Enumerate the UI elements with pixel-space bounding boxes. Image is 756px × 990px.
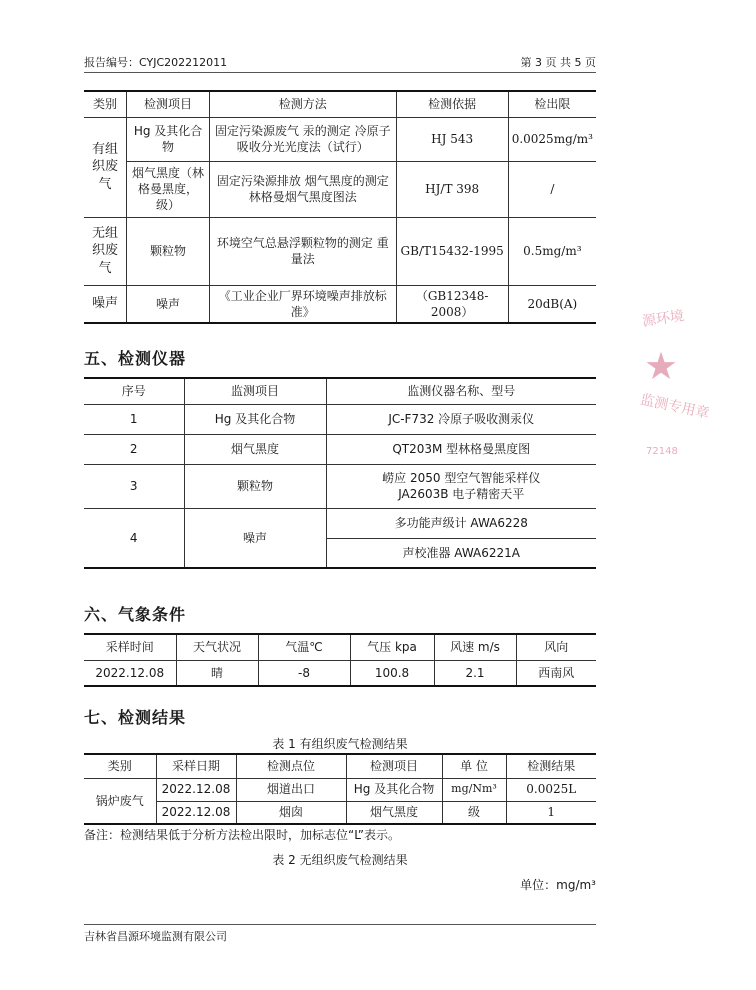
section-title-instruments: 五、检测仪器 (84, 349, 187, 368)
col-unit: 单 位 (442, 754, 506, 778)
seal-code: 72148 (646, 446, 678, 457)
col-limit: 检出限 (508, 91, 596, 117)
item-cell: 烟气黑度（林格曼黑度，级） (127, 161, 210, 217)
col-item: 检测项目 (127, 91, 210, 117)
weather-cell: 2022.12.08 (84, 660, 176, 686)
item-cell: 颗粒物 (184, 464, 326, 508)
col-instrument: 监测仪器名称、型号 (326, 378, 596, 404)
result-cell: 级 (442, 801, 506, 824)
report-number: 报告编号：CYJC202212011 (84, 56, 228, 69)
no-cell: 4 (84, 508, 184, 568)
instrument-line: JA2603B 电子精密天平 (398, 487, 525, 501)
result-cell: 1 (506, 801, 596, 824)
no-cell: 3 (84, 464, 184, 508)
result-cell: 烟道出口 (236, 778, 346, 801)
col-result: 检测结果 (506, 754, 596, 778)
basis-cell: GB/T15432-1995 (396, 217, 508, 285)
limit-cell: 20dB(A) (508, 285, 596, 323)
col-no: 序号 (84, 378, 184, 404)
limit-cell: 0.5mg/m³ (508, 217, 596, 285)
category-cell: 锅炉废气 (84, 778, 156, 824)
instrument-cell: 声校准器 AWA6221A (326, 538, 596, 568)
star-icon: ★ (644, 344, 679, 388)
weather-table (84, 633, 596, 687)
col-point: 检测点位 (236, 754, 346, 778)
method-cell: 固定污染源废气 汞的测定 冷原子吸收分光光度法（试行） (209, 117, 396, 161)
weather-cell: 西南风 (516, 660, 596, 686)
instrument-cell: JC-F732 冷原子吸收测汞仪 (326, 404, 596, 434)
weather-cell: 2.1 (434, 660, 516, 686)
category-cell: 有组织废气 (84, 117, 127, 217)
method-cell: 《工业企业厂界环境噪声排放标准》 (209, 285, 396, 323)
col-sample-time: 采样时间 (84, 634, 176, 660)
result-cell: 烟囱 (236, 801, 346, 824)
weather-cell: -8 (258, 660, 350, 686)
method-cell: 环境空气总悬浮颗粒物的测定 重量法 (209, 217, 396, 285)
item-cell: 噪声 (127, 285, 210, 323)
page-header (84, 52, 596, 72)
no-cell: 2 (84, 434, 184, 464)
limit-cell: 0.0025mg/m³ (508, 117, 596, 161)
category-cell: 噪声 (84, 285, 127, 323)
item-cell: Hg 及其化合物 (127, 117, 210, 161)
unit-label: 单位：mg/m³ (520, 878, 596, 892)
category-cell: 无组织废气 (84, 217, 127, 285)
col-pressure: 气压 kpa (350, 634, 434, 660)
instrument-cell: QT203M 型林格曼黑度图 (326, 434, 596, 464)
result-cell: 2022.12.08 (156, 778, 236, 801)
method-cell: 固定污染源排放 烟气黑度的测定 林格曼烟气黑度图法 (209, 161, 396, 217)
item-cell: 噪声 (184, 508, 326, 568)
seal-text: 监测专用章 (638, 391, 711, 423)
weather-cell: 晴 (176, 660, 258, 686)
col-date: 采样日期 (156, 754, 236, 778)
result-cell: Hg 及其化合物 (346, 778, 442, 801)
results-table (84, 753, 596, 825)
col-item: 监测项目 (184, 378, 326, 404)
instrument-line: 崂应 2050 型空气智能采样仪 (382, 470, 541, 485)
result-cell: 烟气黑度 (346, 801, 442, 824)
basis-cell: HJ/T 398 (396, 161, 508, 217)
item-cell: Hg 及其化合物 (184, 404, 326, 434)
result-cell: mg/Nm³ (442, 778, 506, 801)
section-title-weather: 六、气象条件 (84, 605, 187, 624)
col-category: 类别 (84, 754, 156, 778)
col-basis: 检测依据 (396, 91, 508, 117)
footer-rule (84, 924, 596, 925)
item-cell: 颗粒物 (127, 217, 210, 285)
table1-caption: 表 1 有组织废气检测结果 (272, 737, 408, 751)
limit-cell: / (508, 161, 596, 217)
footer-company: 吉林省昌源环境监测有限公司 (84, 930, 227, 943)
method-table (84, 90, 596, 324)
seal-text: 源环境 (641, 308, 686, 330)
header-rule (84, 72, 596, 73)
result-cell: 2022.12.08 (156, 801, 236, 824)
col-wind-speed: 风速 m/s (434, 634, 516, 660)
instrument-table (84, 377, 596, 569)
col-method: 检测方法 (209, 91, 396, 117)
no-cell: 1 (84, 404, 184, 434)
col-temp: 气温℃ (258, 634, 350, 660)
table2-caption: 表 2 无组织废气检测结果 (272, 853, 408, 867)
section-title-results: 七、检测结果 (84, 708, 187, 727)
weather-cell: 100.8 (350, 660, 434, 686)
official-seal (636, 296, 756, 486)
item-cell: 烟气黑度 (184, 434, 326, 464)
basis-cell: HJ 543 (396, 117, 508, 161)
instrument-cell (326, 464, 596, 508)
results-note: 备注：检测结果低于分析方法检出限时，加标志位“L”表示。 (84, 828, 400, 842)
col-item: 检测项目 (346, 754, 442, 778)
instrument-cell: 多功能声级计 AWA6228 (326, 508, 596, 538)
result-cell: 0.0025L (506, 778, 596, 801)
col-category: 类别 (84, 91, 127, 117)
col-wind-dir: 风向 (516, 634, 596, 660)
page-number: 第 3 页 共 5 页 (520, 56, 596, 69)
col-weather: 天气状况 (176, 634, 258, 660)
basis-cell: （GB12348-2008） (396, 285, 508, 323)
